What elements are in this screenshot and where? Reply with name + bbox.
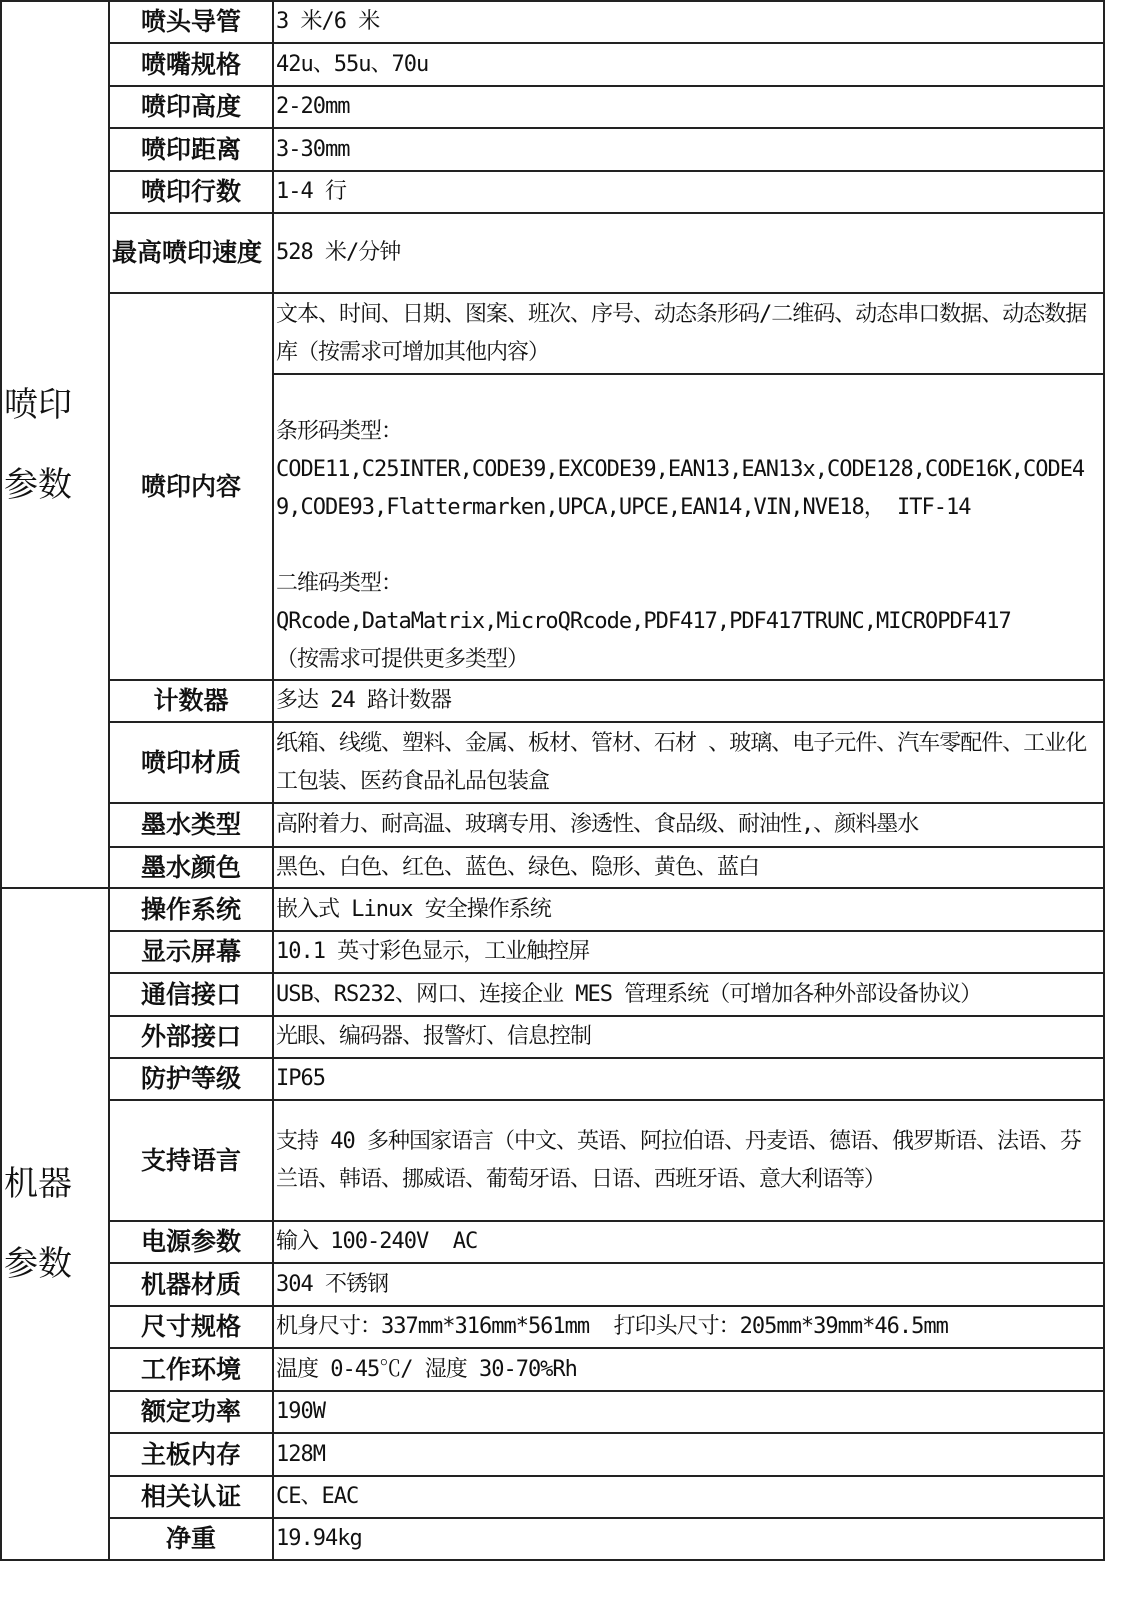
row-label: 机器材质 — [109, 1263, 273, 1306]
table-row — [1, 293, 1104, 374]
row-label: 喷嘴规格 — [109, 43, 273, 86]
row-label: 操作系统 — [109, 888, 273, 931]
table-row — [1, 1263, 1104, 1306]
row-label: 主板内存 — [109, 1433, 273, 1476]
row-value: 1-4 行 — [273, 171, 1104, 213]
row-label: 喷印材质 — [109, 722, 273, 803]
table-row — [1, 722, 1104, 803]
row-label: 额定功率 — [109, 1391, 273, 1433]
row-label: 工作环境 — [109, 1348, 273, 1391]
row-value: CE、EAC — [273, 1476, 1104, 1518]
row-value: 128M — [273, 1433, 1104, 1476]
table-row — [1, 803, 1104, 847]
row-label: 喷印距离 — [109, 128, 273, 171]
table-row — [1, 973, 1104, 1016]
table-row — [1, 1221, 1104, 1263]
table-row — [1, 86, 1104, 128]
row-label: 喷印行数 — [109, 171, 273, 213]
table-row — [1, 1518, 1104, 1560]
table-row — [1, 1, 1104, 43]
row-value: 3-30mm — [273, 128, 1104, 171]
row-value: 高附着力、耐高温、玻璃专用、渗透性、食品级、耐油性,、颜料墨水 — [273, 803, 1104, 847]
table-row — [1, 1016, 1104, 1058]
row-value: 输入 100-240V AC — [273, 1221, 1104, 1263]
row-value: 190W — [273, 1391, 1104, 1433]
row-value: 42u、55u、70u — [273, 43, 1104, 86]
row-value: 304 不锈钢 — [273, 1263, 1104, 1306]
row-value: 黑色、白色、红色、蓝色、绿色、隐形、黄色、蓝白 — [273, 847, 1104, 888]
row-value: 10.1 英寸彩色显示，工业触控屏 — [273, 931, 1104, 973]
table-row — [1, 888, 1104, 931]
qr-title: 二维码类型： — [276, 571, 403, 596]
row-value: 多达 24 路计数器 — [273, 680, 1104, 722]
row-label: 喷印高度 — [109, 86, 273, 128]
row-label: 显示屏幕 — [109, 931, 273, 973]
row-value: 机身尺寸：337mm*316mm*561mm 打印头尺寸：205mm*39mm*46.5mm — [273, 1306, 1104, 1348]
qr-list: QRcode,DataMatrix,MicroQRcode,PDF417,PDF417TRUNC,MICROPDF417 — [276, 609, 1011, 634]
table-row — [1, 213, 1104, 293]
row-value: 光眼、编码器、报警灯、信息控制 — [273, 1016, 1104, 1058]
row-label: 喷头导管 — [109, 1, 273, 43]
row-label: 计数器 — [109, 680, 273, 722]
group-label: 机器参数 — [1, 888, 109, 1560]
row-label: 相关认证 — [109, 1476, 273, 1518]
table-row — [1, 1391, 1104, 1433]
barcode-list: CODE11,C25INTER,CODE39,EXCODE39,EAN13,EAN13x,CODE128,CODE16K,CODE49,CODE93,Flattermarken,UPCA,UPCE,EAN14,VIN,NVE18， ITF-14 — [276, 457, 1085, 520]
table-row — [1, 1476, 1104, 1518]
row-label: 墨水类型 — [109, 803, 273, 847]
table-row — [1, 171, 1104, 213]
row-value: 支持 40 多种国家语言（中文、英语、阿拉伯语、丹麦语、德语、俄罗斯语、法语、芬兰语、韩语、挪威语、葡萄牙语、日语、西班牙语、意大利语等） — [273, 1100, 1104, 1221]
row-label: 电源参数 — [109, 1221, 273, 1263]
table-row — [1, 1100, 1104, 1221]
table-row — [1, 43, 1104, 86]
code-types — [273, 374, 1104, 680]
barcode-title: 条形码类型： — [276, 419, 403, 444]
row-value: 文本、时间、日期、图案、班次、序号、动态条形码/二维码、动态串口数据、动态数据库（按需求可增加其他内容） — [273, 293, 1104, 374]
row-label: 支持语言 — [109, 1100, 273, 1221]
table-row — [1, 847, 1104, 888]
row-label: 尺寸规格 — [109, 1306, 273, 1348]
row-value: 温度 0-45℃/ 湿度 30-70%Rh — [273, 1348, 1104, 1391]
row-label: 外部接口 — [109, 1016, 273, 1058]
row-label: 防护等级 — [109, 1058, 273, 1100]
row-value: 19.94kg — [273, 1518, 1104, 1560]
row-value: 528 米/分钟 — [273, 213, 1104, 293]
table-row — [1, 128, 1104, 171]
row-label: 通信接口 — [109, 973, 273, 1016]
group-label: 喷印参数 — [1, 1, 109, 888]
table-row — [1, 931, 1104, 973]
row-label: 墨水颜色 — [109, 847, 273, 888]
row-value: 2-20mm — [273, 86, 1104, 128]
table-row — [1, 1433, 1104, 1476]
row-value: USB、RS232、网口、连接企业 MES 管理系统（可增加各种外部设备协议） — [273, 973, 1104, 1016]
row-label: 净重 — [109, 1518, 273, 1560]
row-value: 纸箱、线缆、塑料、金属、板材、管材、石材 、玻璃、电子元件、汽车零配件、工业化工包装、医药食品礼品包装盒 — [273, 722, 1104, 803]
row-label: 喷印内容 — [109, 293, 273, 680]
row-value: 嵌入式 Linux 安全操作系统 — [273, 888, 1104, 931]
note: （按需求可提供更多类型） — [276, 647, 529, 672]
row-value: IP65 — [273, 1058, 1104, 1100]
row-label: 最高喷印速度 — [109, 213, 273, 293]
table-row — [1, 1348, 1104, 1391]
row-value: 3 米/6 米 — [273, 1, 1104, 43]
table-row — [1, 680, 1104, 722]
table-row — [1, 1306, 1104, 1348]
table-row — [1, 1058, 1104, 1100]
